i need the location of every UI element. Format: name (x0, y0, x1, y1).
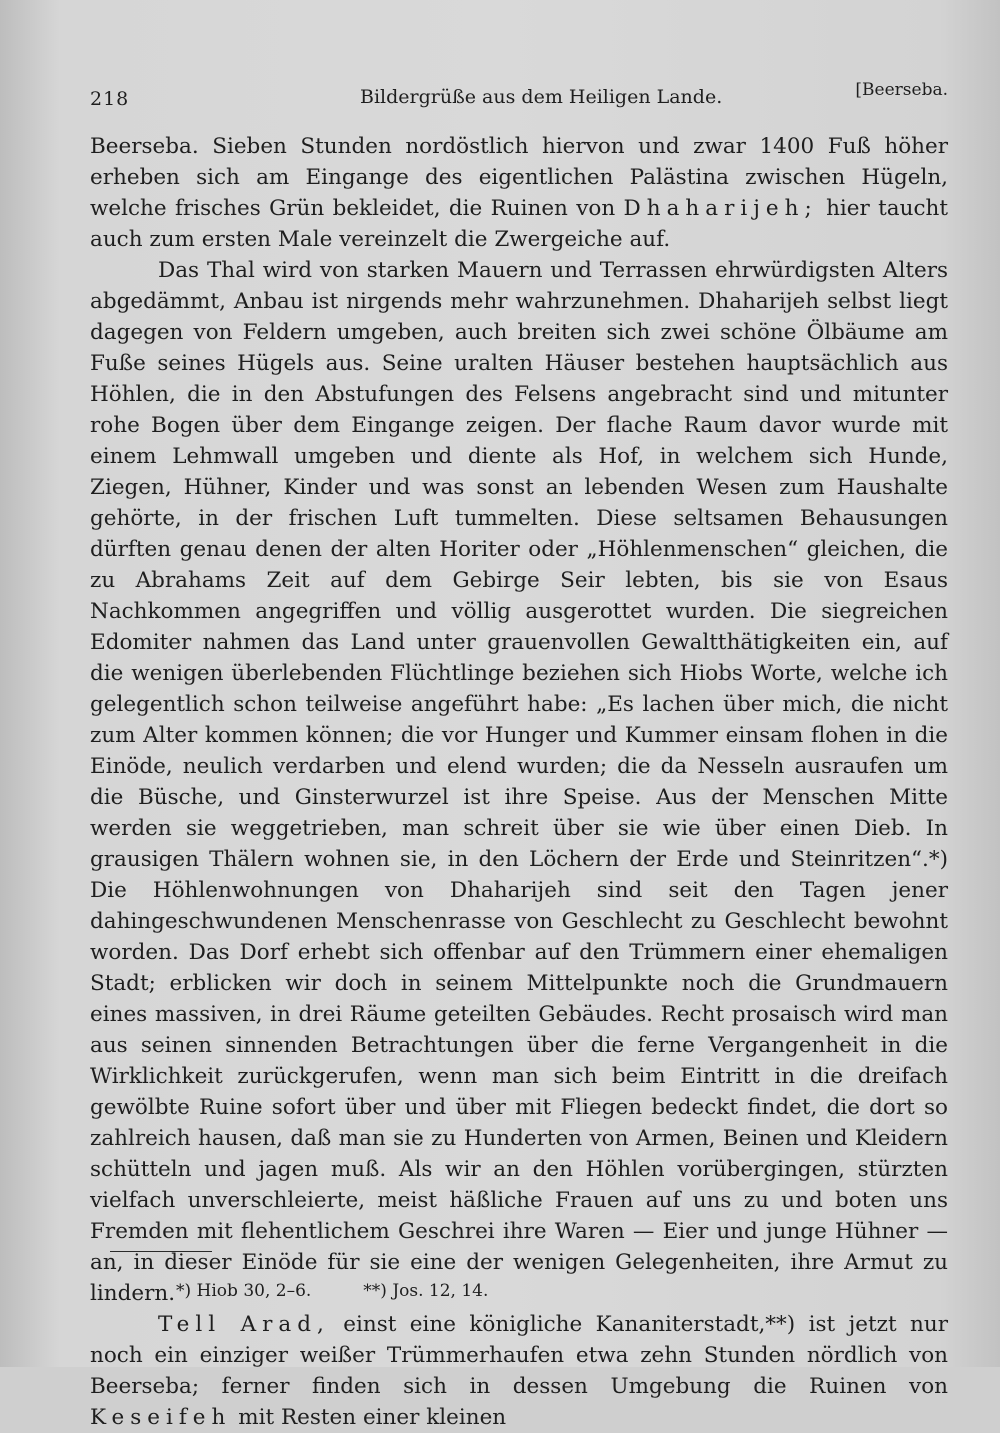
footnotes (176, 1281, 488, 1301)
section-marker: [Beerseba. (855, 80, 948, 100)
running-title: Bildergrüße aus dem Heiligen Lande. (360, 86, 723, 108)
footnote-rule (110, 1251, 212, 1252)
footnote-1: *) Hiob 30, 2–6. (176, 1281, 312, 1301)
footnote-2: **) Jos. 12, 14. (363, 1281, 489, 1301)
page-number: 218 (90, 88, 130, 110)
page-header (90, 80, 948, 120)
place-name-tell-arad: Tell Arad, (158, 1312, 330, 1337)
place-name-keseifeh: Keseifeh (90, 1405, 232, 1430)
place-name-dhaharijeh: Dhaharijeh; (623, 196, 818, 221)
paragraph-2: Das Thal wird von starken Mauern und Terrassen ehrwürdigsten Alters abgedämmt, Anbau ist nirgends mehr wahrzunehmen. Dhaharijeh selbst liegt dagegen von Feldern umgeben, auch breiten sich zwei schöne Ölbäume am Fuße seines Hügels aus. Seine uralten Häuser bestehen hauptsächlich aus Höhlen, die in den Abstufungen des Felsens angebracht sind und mitunter rohe Bogen über dem Eingange zeigen. Der flache Raum davor wurde mit einem Lehmwall umgeben und diente als Hof, in welchem sich Hunde, Ziegen, Hühner, Kinder und was sonst an lebenden Wesen zum Haushalte gehörte, in der frischen Luft tummelten. Diese seltsamen Behausungen dürften genau denen der alten Horiter oder „Höhlenmenschen“ gleichen, die zu Abrahams Zeit auf dem Gebirge Seir lebten, bis sie von Esaus Nachkommen angegriffen und völlig ausgerottet wurden. Die siegreichen Edomiter nahmen das Land unter grauenvollen Gewaltthätigkeiten ein, auf die wenigen überlebenden Flüchtlinge beziehen sich Hiobs Worte, welche ich gelegentlich schon teilweise angeführt habe: „Es lachen über mich, die nicht zum Alter kommen können; die vor Hunger und Kummer einsam flohen in die Einöde, neulich verdarben und elend wurden; die da Nesseln ausraufen um die Büsche, und Ginsterwurzel ist ihre Speise. Aus der Menschen Mitte werden sie weggetrieben, man schreit über sie wie über einen Dieb. In grausigen Thälern wohnen sie, in den Löchern der Erde und Steinritzen“.*) Die Höhlenwohnungen von Dhaharijeh sind seit den Tagen jener dahingeschwundenen Menschenrasse von Geschlecht zu Geschlecht bewohnt worden. Das Dorf erhebt sich offenbar auf den Trümmern einer ehemaligen Stadt; erblicken wir doch in seinem Mittelpunkte noch die Grundmauern eines massiven, in drei Räume geteilten Gebäudes. Recht prosaisch wird man aus seinen sinnenden Betrachtungen über die ferne Vergangenheit in die Wirklichkeit zurückgerufen, wenn man sich beim Eintritt in die dreifach gewölbte Ruine sofort über und über mit Fliegen bedeckt findet, die dort so zahlreich hausen, daß man sie zu Hunderten von Armen, Beinen und Kleidern schütteln und jagen muß. Als wir an den Höhlen vorübergingen, stürzten vielfach unverschleierte, meist häßliche Frauen auf uns zu und boten uns Fremden mit flehentlichem Geschrei ihre Waren — Eier und junge Hühner — an, in dieser Einöde für sie eine der wenigen Gelegenheiten, ihre Armut zu lindern. (90, 258, 948, 1306)
body-text (90, 131, 948, 1433)
paragraph-1: Beerseba. Sieben Stunden nordöstlich hiervon und zwar 1400 Fuß höher erheben sich am Eingange des eigentlichen Palästina zwischen Hügeln, welche frisches Grün bekleidet, die Ruinen von Dhaharijeh; hier taucht auch zum ersten Male vereinzelt die Zwergeiche auf. (90, 134, 948, 252)
paragraph-3: Tell Arad, einst eine königliche Kananiterstadt,**) ist jetzt nur noch ein einziger weißer Trümmerhaufen etwa zehn Stunden nördlich von Beerseba; ferner finden sich in dessen Umgebung die Ruinen von Keseifeh mit Resten einer kleinen (90, 1312, 948, 1430)
